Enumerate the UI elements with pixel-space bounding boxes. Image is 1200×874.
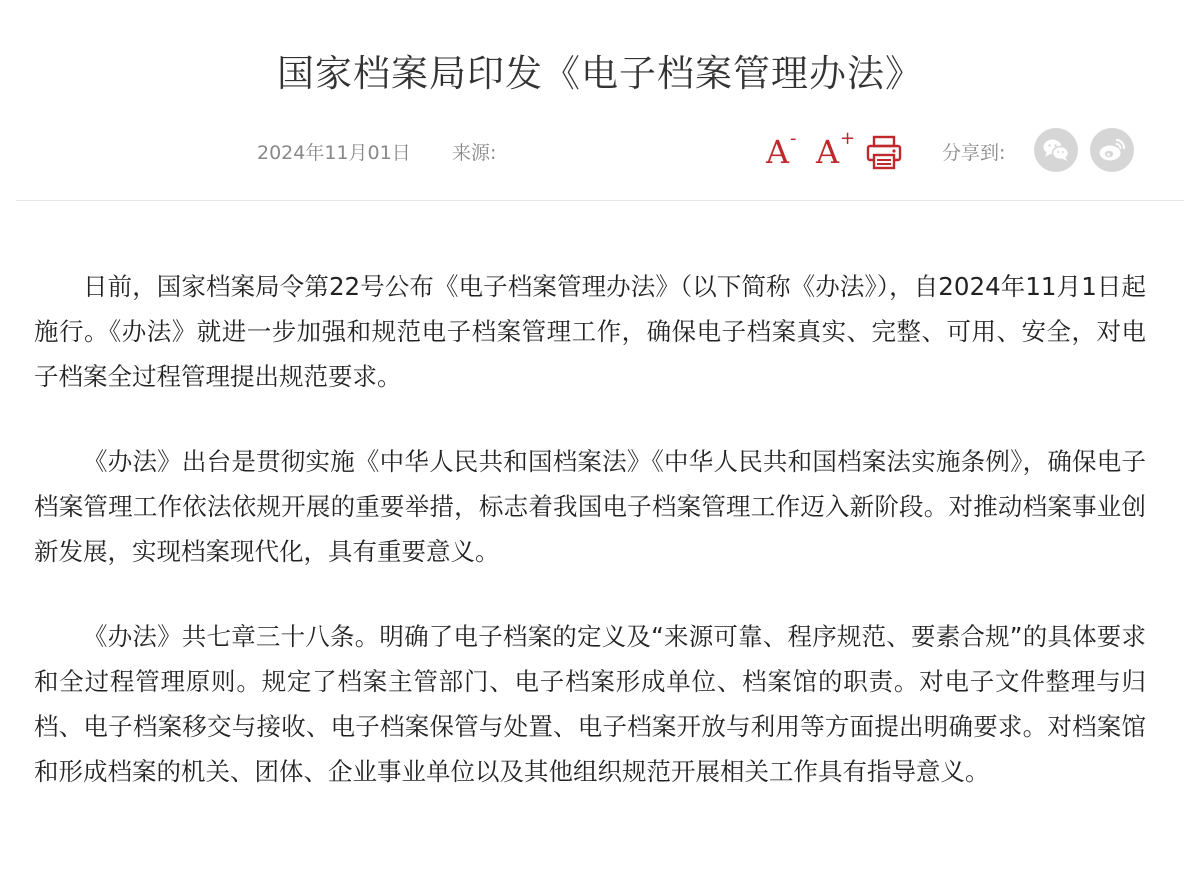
font-decrease-icon: A <box>766 133 790 171</box>
font-increase-button[interactable] <box>816 128 856 172</box>
article-paragraph-2: 《办法》出台是贯彻实施《中华人民共和国档案法》《中华人民共和国档案法实施条例》，确保电子档案管理工作依法依规开展的重要举措，标志着我国电子档案管理工作迈入新阶段。对推动档案事业创新发展，实现档案现代化，具有重要意义。 <box>34 447 1146 566</box>
article-title: 国家档案局印发《电子档案管理办法》 <box>277 52 923 95</box>
share-label: 分享到: <box>942 142 1006 164</box>
font-decrease-button[interactable] <box>766 128 806 172</box>
source-label: 来源: <box>452 142 497 164</box>
weibo-icon <box>1090 128 1134 172</box>
print-button[interactable] <box>865 134 903 172</box>
font-decrease-sign: - <box>790 128 797 149</box>
print-icon <box>865 134 903 172</box>
article-body <box>34 264 1146 834</box>
article-paragraph-1: 日前，国家档案局令第22号公布《电子档案管理办法》（以下简称《办法》），自2024年11月1日起施行。《办法》就进一步加强和规范电子档案管理工作，确保电子档案真实、完整、可用、安全，对电子档案全过程管理提出规范要求。 <box>34 272 1146 391</box>
font-increase-icon: A <box>816 133 840 171</box>
article-meta-bar <box>0 128 1200 178</box>
publish-date: 2024年11月01日 <box>257 142 411 164</box>
header-divider <box>16 200 1184 201</box>
font-increase-sign: + <box>840 128 856 149</box>
wechat-icon <box>1034 128 1078 172</box>
article-paragraph-3: 《办法》共七章三十八条。明确了电子档案的定义及“来源可靠、程序规范、要素合规”的具体要求和全过程管理原则。规定了档案主管部门、电子档案形成单位、档案馆的职责。对电子文件整理与归档、电子档案移交与接收、电子档案保管与处置、电子档案开放与利用等方面提出明确要求。对档案馆和形成档案的机关、团体、企业事业单位以及其他组织规范开展相关工作具有指导意义。 <box>34 622 1146 786</box>
share-wechat-button[interactable] <box>1034 128 1078 172</box>
share-weibo-button[interactable] <box>1090 128 1134 172</box>
